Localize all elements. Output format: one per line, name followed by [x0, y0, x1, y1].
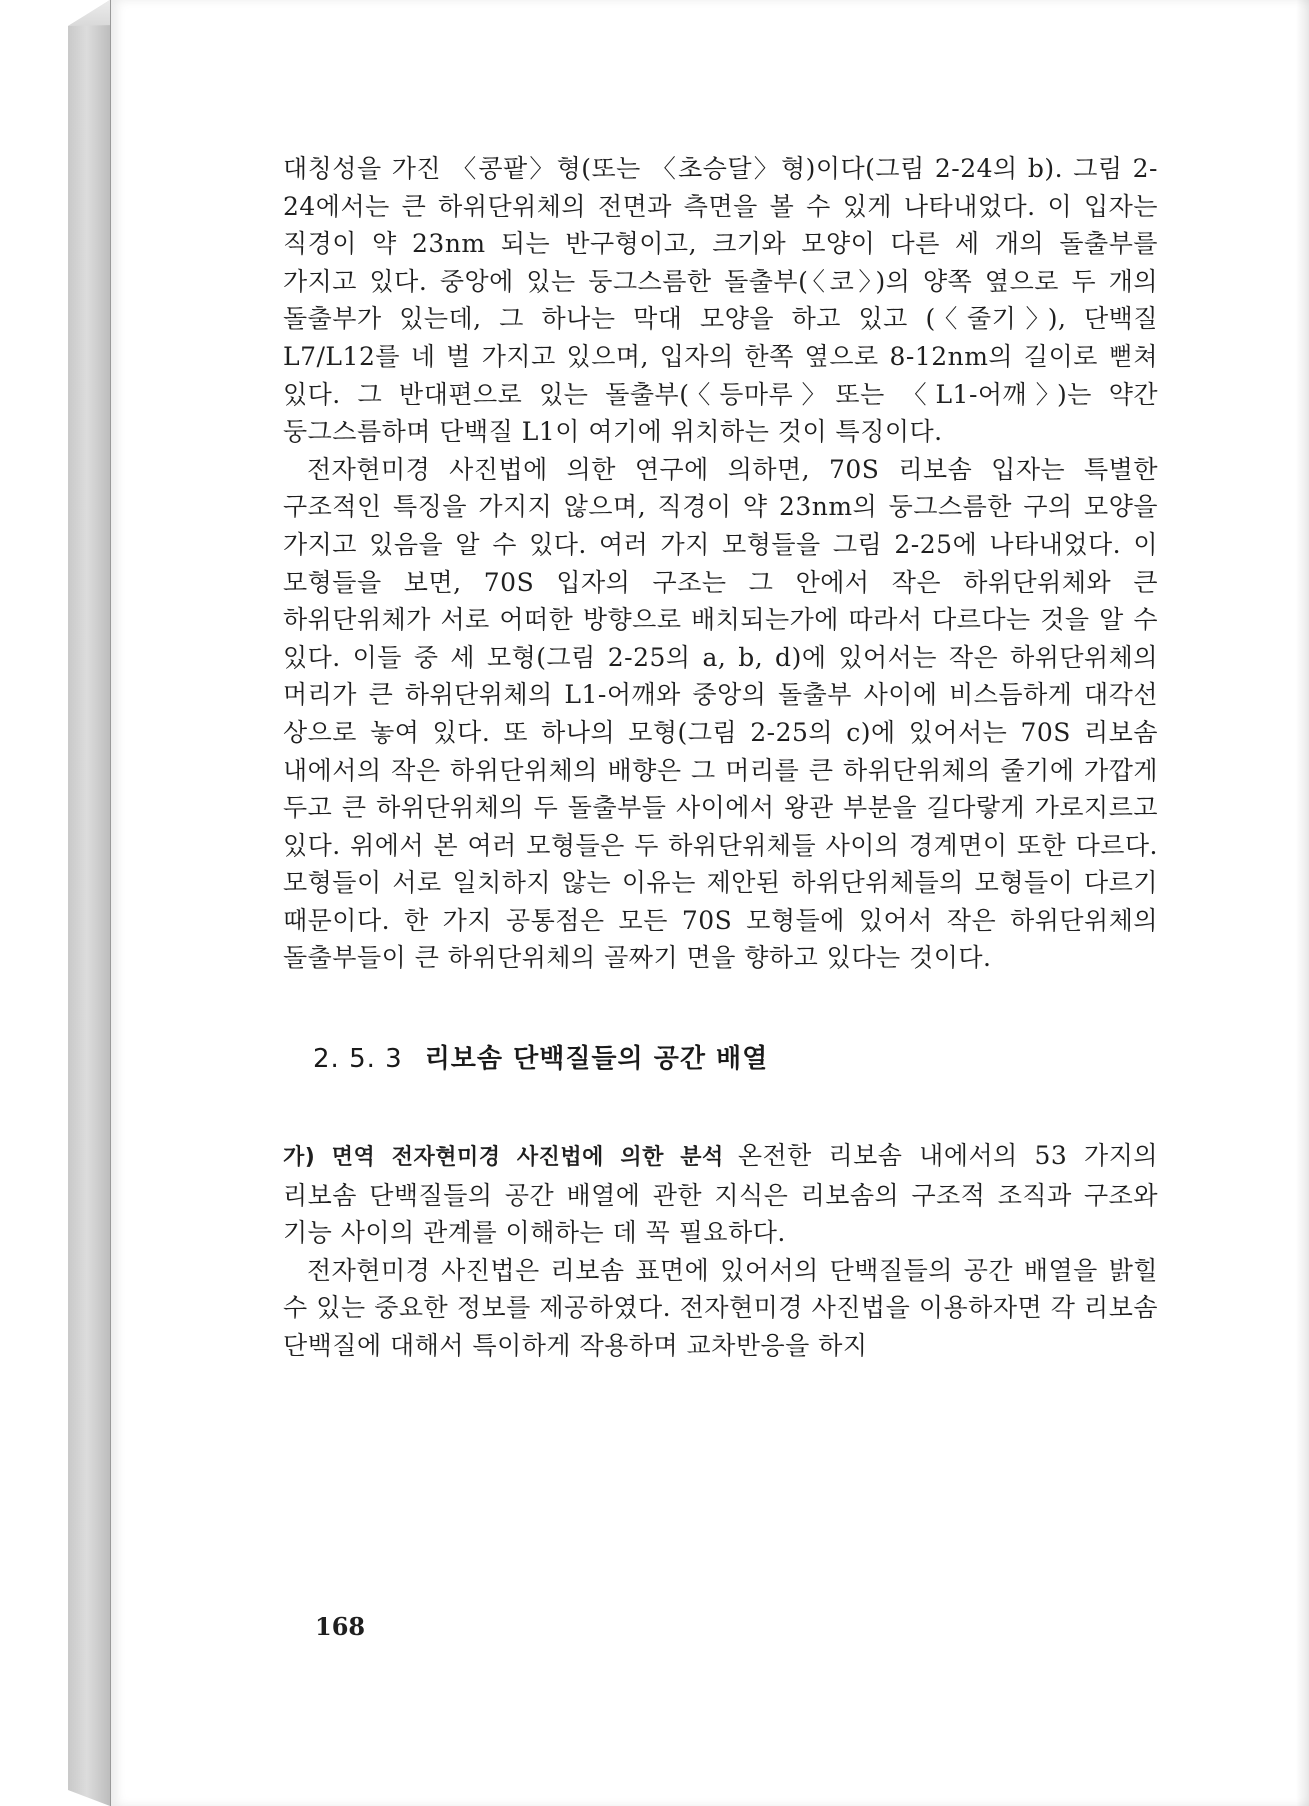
section-number: 2. 5. 3	[313, 1044, 403, 1075]
subsection-paragraph	[283, 1137, 1158, 1252]
book-spine	[68, 0, 110, 1806]
page-number: 168	[315, 1612, 366, 1641]
subsection-text: 온전한 리보솜 내에서의 53 가지의 리보솜 단백질들의 공간 배열에 관한 지식은 리보솜의 구조적 조직과 구조와 기능 사이의 관계를 이해하는 데 꼭 필요하다.	[283, 1141, 1158, 1248]
section-title: 리보솜 단백질들의 공간 배열	[424, 1044, 769, 1075]
paragraph-electron-microscopy: 전자현미경 사진법은 리보솜 표면에 있어서의 단백질들의 공간 배열을 밝힐 수 있는 중요한 정보를 제공하였다. 전자현미경 사진법을 이용하자면 각 리보솜 단백질에 대해서 특이하게 작용하며 교차반응을 하지	[283, 1255, 1158, 1361]
paragraph-continuation: 대칭성을 가진 〈콩팥〉형(또는 〈초승달〉형)이다(그림 2-24의 b). 그림 2-24에서는 큰 하위단위체의 전면과 측면을 볼 수 있게 나타내었다. 이 입자는 직경이 약 23nm 되는 반구형이고, 크기와 모양이 다른 세 개의 돌출부를 가지고 있다. 중앙에 있는 둥그스름한 돌출부(〈코〉)의 양쪽 옆으로 두 개의 돌출부가 있는데, 그 하나는 막대 모양을 하고 있고 (〈줄기〉), 단백질 L7/L12를 네 벌 가지고 있으며, 입자의 한쪽 옆으로 8-12nm의 길이로 뻗쳐 있다. 그 반대편으로 있는 돌출부(〈등마루〉또는 〈L1-어깨〉)는 약간 둥그스름하며 단백질 L1이 여기에 위치하는 것이 특징이다.	[283, 154, 1158, 447]
paragraph-70s-ribosome: 전자현미경 사진법에 의한 연구에 의하면, 70S 리보솜 입자는 특별한 구조적인 특징을 가지지 않으며, 직경이 약 23nm의 둥그스름한 구의 모양을 가지고 있음을 알 수 있다. 여러 가지 모형들을 그림 2-25에 나타내었다. 이 모형들을 보면, 70S 입자의 구조는 그 안에서 작은 하위단위체와 큰 하위단위체가 서로 어떠한 방향으로 배치되는가에 따라서 다르다는 것을 알 수 있다. 이들 중 세 모형(그림 2-25의 a, b, d)에 있어서는 작은 하위단위체의 머리가 큰 하위단위체의 L1-어깨와 중앙의 돌출부 사이에 비스듬하게 대각선 상으로 놓여 있다. 또 하나의 모형(그림 2-25의 c)에 있어서는 70S 리보솜 내에서의 작은 하위단위체의 배향은 그 머리를 큰 하위단위체의 줄기에 가깝게 두고 큰 하위단위체의 두 돌출부들 사이에서 왕관 부분을 길다랗게 가로지르고 있다. 위에서 본 여러 모형들은 두 하위단위체들 사이의 경계면이 또한 다르다. 모형들이 서로 일치하지 않는 이유는 제안된 하위단위체들의 모형들이 다르기 때문이다. 한 가지 공통점은 모든 70S 모형들에 있어서 작은 하위단위체의 돌출부들이 큰 하위단위체의 골짜기 면을 향하고 있다는 것이다.	[283, 454, 1158, 973]
page-edge-shadow	[1296, 0, 1309, 1806]
page-content	[283, 150, 1158, 1365]
subsection-label: 가) 면역 전자현미경 사진법에 의한 분석	[283, 1145, 724, 1171]
section-heading	[313, 1039, 1158, 1079]
